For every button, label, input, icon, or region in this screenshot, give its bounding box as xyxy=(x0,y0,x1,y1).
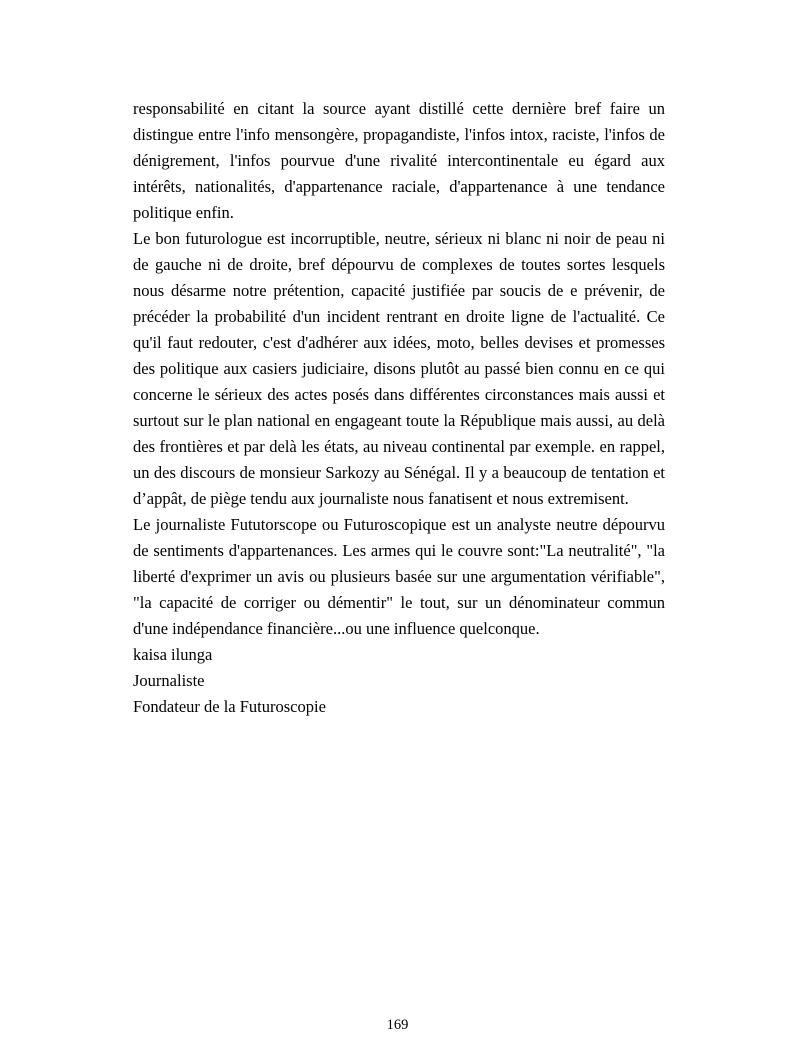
paragraph: Le bon futurologue est incorruptible, neutre, sérieux ni blanc ni noir de peau ni de gauche ni de droite, bref dépourvu de complexes de toutes sortes lesquels nous désarme notre prétention, capacité justifiée par soucis de e prévenir, de précéder la probabilité d'un incident rentrant en droite ligne de l'actualité. Ce qu'il faut redouter, c'est d'adhérer aux idées, moto, belles devises et promesses des politique aux casiers judiciaire, disons plutôt au passé bien connu en ce qui concerne le sérieux des actes posés dans différentes circonstances mais aussi et surtout sur le plan national en engageant toute la République mais aussi, au delà des frontières et par delà les états, au niveau continental par exemple. en rappel, un des discours de monsieur Sarkozy au Sénégal. Il y a beaucoup de tentation et d’appât, de piège tendu aux journaliste nous fanatisent et nous extremisent. xyxy=(133,229,665,508)
paragraph: responsabilité en citant la source ayant distillé cette dernière bref faire un distingue entre l'info mensongère, propagandiste, l'infos intox, raciste, l'infos de dénigrement, l'infos pourvue d'une rivalité intercontinentale eu égard aux intérêts, nationalités, d'appartenance raciale, d'appartenance à une tendance politique enfin. xyxy=(133,99,665,222)
signature-title: Journaliste xyxy=(133,671,205,690)
paragraph: Le journaliste Fututorscope ou Futuroscopique est un analyste neutre dépourvu de sentiments d'appartenances. Les armes qui le couvre sont:"La neutralité", "la liberté d'exprimer un avis ou plusieurs basée sur une argumentation vérifiable", "la capacité de corriger ou démentir" le tout, sur un dénominateur commun d'une indépendance financière...ou une influence quelconque. xyxy=(133,515,665,638)
text-block xyxy=(133,96,665,720)
signature-role: Fondateur de la Futuroscopie xyxy=(133,697,326,716)
signature-name: kaisa ilunga xyxy=(133,645,213,664)
page-number: 169 xyxy=(386,1017,409,1033)
